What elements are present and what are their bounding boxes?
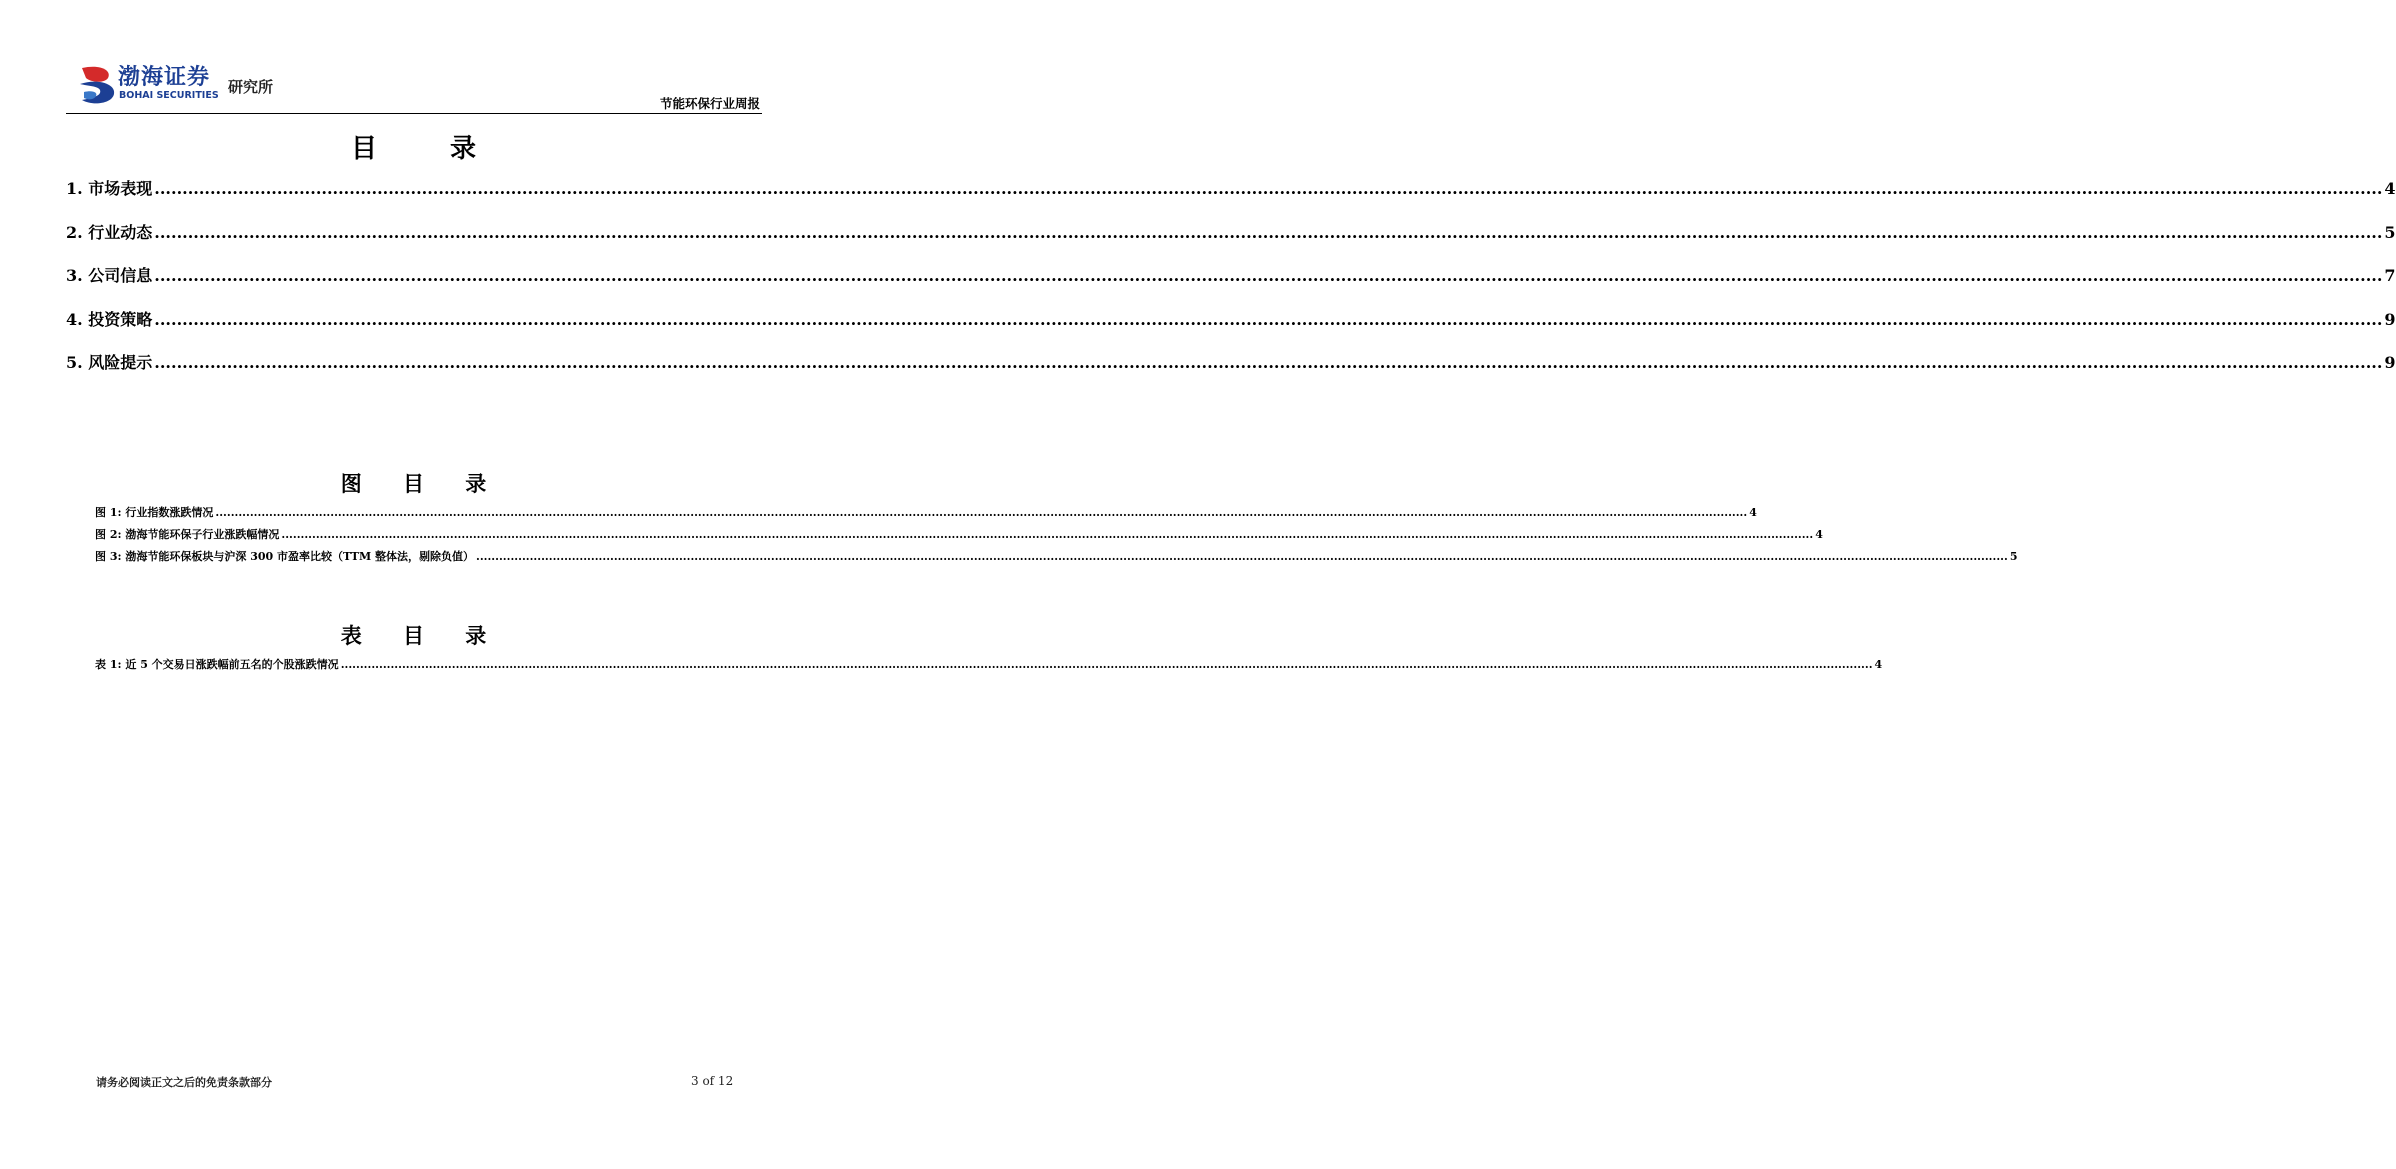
dot-leader: ................................................................................................................................................................................................................................................................................................................................................................................................................ [154,222,2383,242]
header-divider [66,113,762,114]
dot-leader: ................................................................................................................................................................................................................................................................................................................................................................................................................ [340,658,1873,671]
page-number: 3 of 12 [691,1074,734,1088]
dot-leader: ................................................................................................................................................................................................................................................................................................................................................................................................................ [281,528,1814,541]
toc-entry-page: 4 [2384,179,2396,198]
dot-leader: ................................................................................................................................................................................................................................................................................................................................................................................................................ [154,179,2383,198]
figure-entry-label: 图 1: 行业指数涨跌情况 [95,506,214,519]
toc-entry-page: 9 [2384,353,2396,372]
dot-leader: ................................................................................................................................................................................................................................................................................................................................................................................................................ [154,353,2383,372]
figure-entry-page: 5 [2009,550,2018,563]
toc-entry-label: 5. 风险提示 [66,353,153,372]
toc-entry-label: 4. 投资策略 [66,309,153,329]
toc-entry-label: 1. 市场表现 [66,179,153,198]
toc-entry-page: 5 [2384,222,2396,242]
toc-entry[interactable] [66,176,2396,198]
table-entry-page: 4 [1874,658,1883,671]
institute-label: 研究所 [228,78,274,96]
toc-entry-label: 3. 公司信息 [66,266,153,285]
figure-entry-page: 4 [1815,528,1823,541]
disclaimer-note: 请务必阅读正文之后的免责条款部分 [96,1076,272,1089]
figure-list-title: 图 目 录 [340,472,504,496]
dot-leader: ................................................................................................................................................................................................................................................................................................................................................................................................................ [475,550,2008,563]
bohai-logo-icon [78,64,118,106]
toc-entry[interactable] [66,220,2396,242]
toc-entry-page: 7 [2384,266,2396,285]
figure-entry[interactable] [95,548,2018,563]
table-entry[interactable] [95,656,1883,671]
toc-entry[interactable] [66,307,2396,329]
figure-entry-page: 4 [1749,506,1757,519]
figure-entry-label: 图 2: 渤海节能环保子行业涨跌幅情况 [95,528,280,541]
toc-title: 目 录 [350,134,509,164]
toc-entry[interactable] [66,350,2396,372]
toc-entry-page: 9 [2384,309,2396,329]
figure-entry-label: 图 3: 渤海节能环保板块与沪深 300 市盈率比较（TTM 整体法，剔除负值） [95,550,474,563]
table-list-title: 表 目 录 [340,624,504,648]
dot-leader: ................................................................................................................................................................................................................................................................................................................................................................................................................ [154,309,2383,329]
table-entry-label: 表 1: 近 5 个交易日涨跌幅前五名的个股涨跌情况 [95,658,339,671]
toc-entry-label: 2. 行业动态 [66,222,153,242]
dot-leader: ................................................................................................................................................................................................................................................................................................................................................................................................................ [215,506,1748,519]
dot-leader: ................................................................................................................................................................................................................................................................................................................................................................................................................ [154,266,2383,285]
toc-entry[interactable] [66,263,2396,285]
figure-entry[interactable] [95,504,1757,519]
brand-name-cn: 渤海证券 [118,64,211,90]
page-header [66,58,762,113]
brand-name-en: BOHAI SECURITIES [119,90,219,101]
report-type: 节能环保行业周报 [659,96,760,111]
figure-entry[interactable] [95,526,1823,541]
